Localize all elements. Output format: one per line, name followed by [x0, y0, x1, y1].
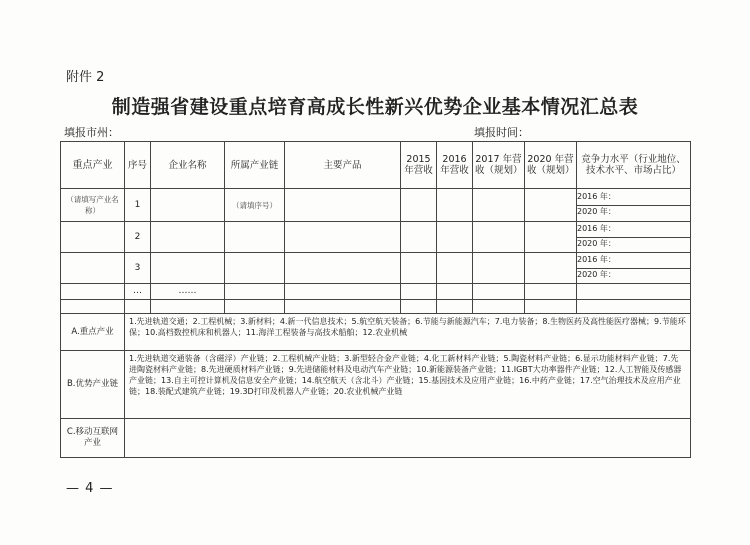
empty-cell — [525, 300, 577, 314]
category-row-b — [61, 351, 691, 419]
empty-cell — [401, 300, 437, 314]
rev-cell — [473, 253, 525, 284]
attachment-label: 附件 2 — [66, 70, 105, 85]
competitiveness-cell — [577, 284, 691, 300]
row-seq: 3 — [125, 253, 151, 284]
empty-cell — [577, 300, 691, 314]
table-row — [61, 284, 691, 300]
rev-cell — [401, 284, 437, 300]
industry-cell — [61, 284, 125, 300]
table-row — [61, 300, 691, 314]
rev-cell — [473, 189, 525, 222]
category-b-text: 1.先进轨道交通装备（含磁浮）产业链；2.工程机械产业链；3.新型轻合金产业链；4.化工新材料产业链；5.陶瓷材料产业链；6.显示功能材料产业链；7.先进陶瓷材料产业链；8.先进硬质材料产业链；9.先进储能材料及电动汽车产业链；10.新能源装备产业链；11.IGBT大功率器件产业链；12.人工智能及传感器产业链；13.自主可控计算机及信息安全产业链；14.航空航天（含北斗）产业链；15.基因技术及应用产业链；16.中药产业链；17.空气治理技术及应用产业链；18.装配式建筑产业链；19.3D打印及机器人产业链；20.农业机械产业链 — [125, 351, 691, 419]
competitiveness-cell — [577, 222, 691, 253]
year-line: 2016 年： — [577, 223, 690, 238]
empty-cell — [437, 300, 473, 314]
row-seq: 2 — [125, 222, 151, 253]
products-cell — [285, 284, 401, 300]
competitiveness-cell — [577, 253, 691, 284]
document-title: 制造强省建设重点培育高成长性新兴优势企业基本情况汇总表 — [111, 96, 639, 118]
page-number: — 4 — — [66, 481, 114, 496]
category-row-a — [61, 314, 691, 351]
table-row — [61, 253, 691, 284]
chain-cell — [225, 222, 285, 253]
category-row-c — [61, 419, 691, 458]
empty-cell — [125, 300, 151, 314]
rev-cell — [473, 284, 525, 300]
year-line: 2016 年： — [577, 254, 690, 269]
year-line: 2020 年： — [577, 269, 616, 279]
products-cell — [285, 189, 401, 222]
fill-time-label: 填报时间： — [474, 126, 529, 139]
col-header-chain: 所属产业链 — [225, 142, 285, 189]
category-a-label: A.重点产业 — [61, 314, 125, 351]
col-header-industry: 重点产业 — [61, 142, 125, 189]
empty-cell — [61, 300, 125, 314]
dots-seq: … — [125, 284, 151, 300]
chain-cell — [225, 284, 285, 300]
table-row — [61, 189, 691, 222]
rev-cell — [473, 222, 525, 253]
rev-cell — [437, 222, 473, 253]
header-row — [61, 142, 691, 189]
year-line: 2020 年： — [577, 206, 616, 216]
rev-cell — [437, 189, 473, 222]
rev-cell — [437, 284, 473, 300]
products-cell — [285, 222, 401, 253]
rev-cell — [525, 222, 577, 253]
rev-cell — [525, 253, 577, 284]
category-a-text: 1.先进轨道交通；2.工程机械；3.新材料；4.新一代信息技术；5.航空航天装备；6.节能与新能源汽车；7.电力装备；8.生物医药及高性能医疗器械；9.节能环保；10.高档数控机床和机器人；11.海洋工程装备与高技术船舶；12.农业机械 — [125, 314, 691, 351]
col-header-rev2016: 2016年营收 — [437, 142, 473, 189]
rev-cell — [437, 253, 473, 284]
rev-cell — [401, 253, 437, 284]
empty-cell — [225, 300, 285, 314]
empty-cell — [151, 300, 225, 314]
fill-city-label: 填报市州： — [64, 126, 119, 139]
empty-cell — [473, 300, 525, 314]
category-b-label: B.优势产业链 — [61, 351, 125, 419]
table-row — [61, 222, 691, 253]
rev-cell — [525, 189, 577, 222]
col-header-seq: 序号 — [125, 142, 151, 189]
company-cell — [151, 189, 225, 222]
company-cell — [151, 222, 225, 253]
industry-cell — [61, 222, 125, 253]
col-header-rev2017: 2017 年营收（规划） — [473, 142, 525, 189]
products-cell — [285, 253, 401, 284]
industry-note: （请填写产业名称） — [61, 189, 125, 222]
chain-note: （请填序号） — [225, 189, 285, 222]
chain-cell — [225, 253, 285, 284]
col-header-rev2020: 2020 年营收（规划） — [525, 142, 577, 189]
empty-cell — [285, 300, 401, 314]
rev-cell — [401, 189, 437, 222]
dots-name: …… — [151, 284, 225, 300]
year-line: 2020 年： — [577, 238, 616, 248]
industry-cell — [61, 253, 125, 284]
rev-cell — [525, 284, 577, 300]
col-header-rev2015: 2015 年营收 — [401, 142, 437, 189]
company-cell — [151, 253, 225, 284]
row-seq: 1 — [125, 189, 151, 222]
year-line: 2016 年： — [577, 191, 690, 206]
category-c-label: C.移动互联网产业 — [61, 419, 125, 458]
rev-cell — [401, 222, 437, 253]
category-c-text — [125, 419, 691, 458]
col-header-company: 企业名称 — [151, 142, 225, 189]
col-header-products: 主要产品 — [285, 142, 401, 189]
competitiveness-cell — [577, 189, 691, 222]
col-header-competitiveness: 竞争力水平（行业地位、技术水平、市场占比） — [577, 142, 691, 189]
summary-table — [60, 141, 691, 458]
